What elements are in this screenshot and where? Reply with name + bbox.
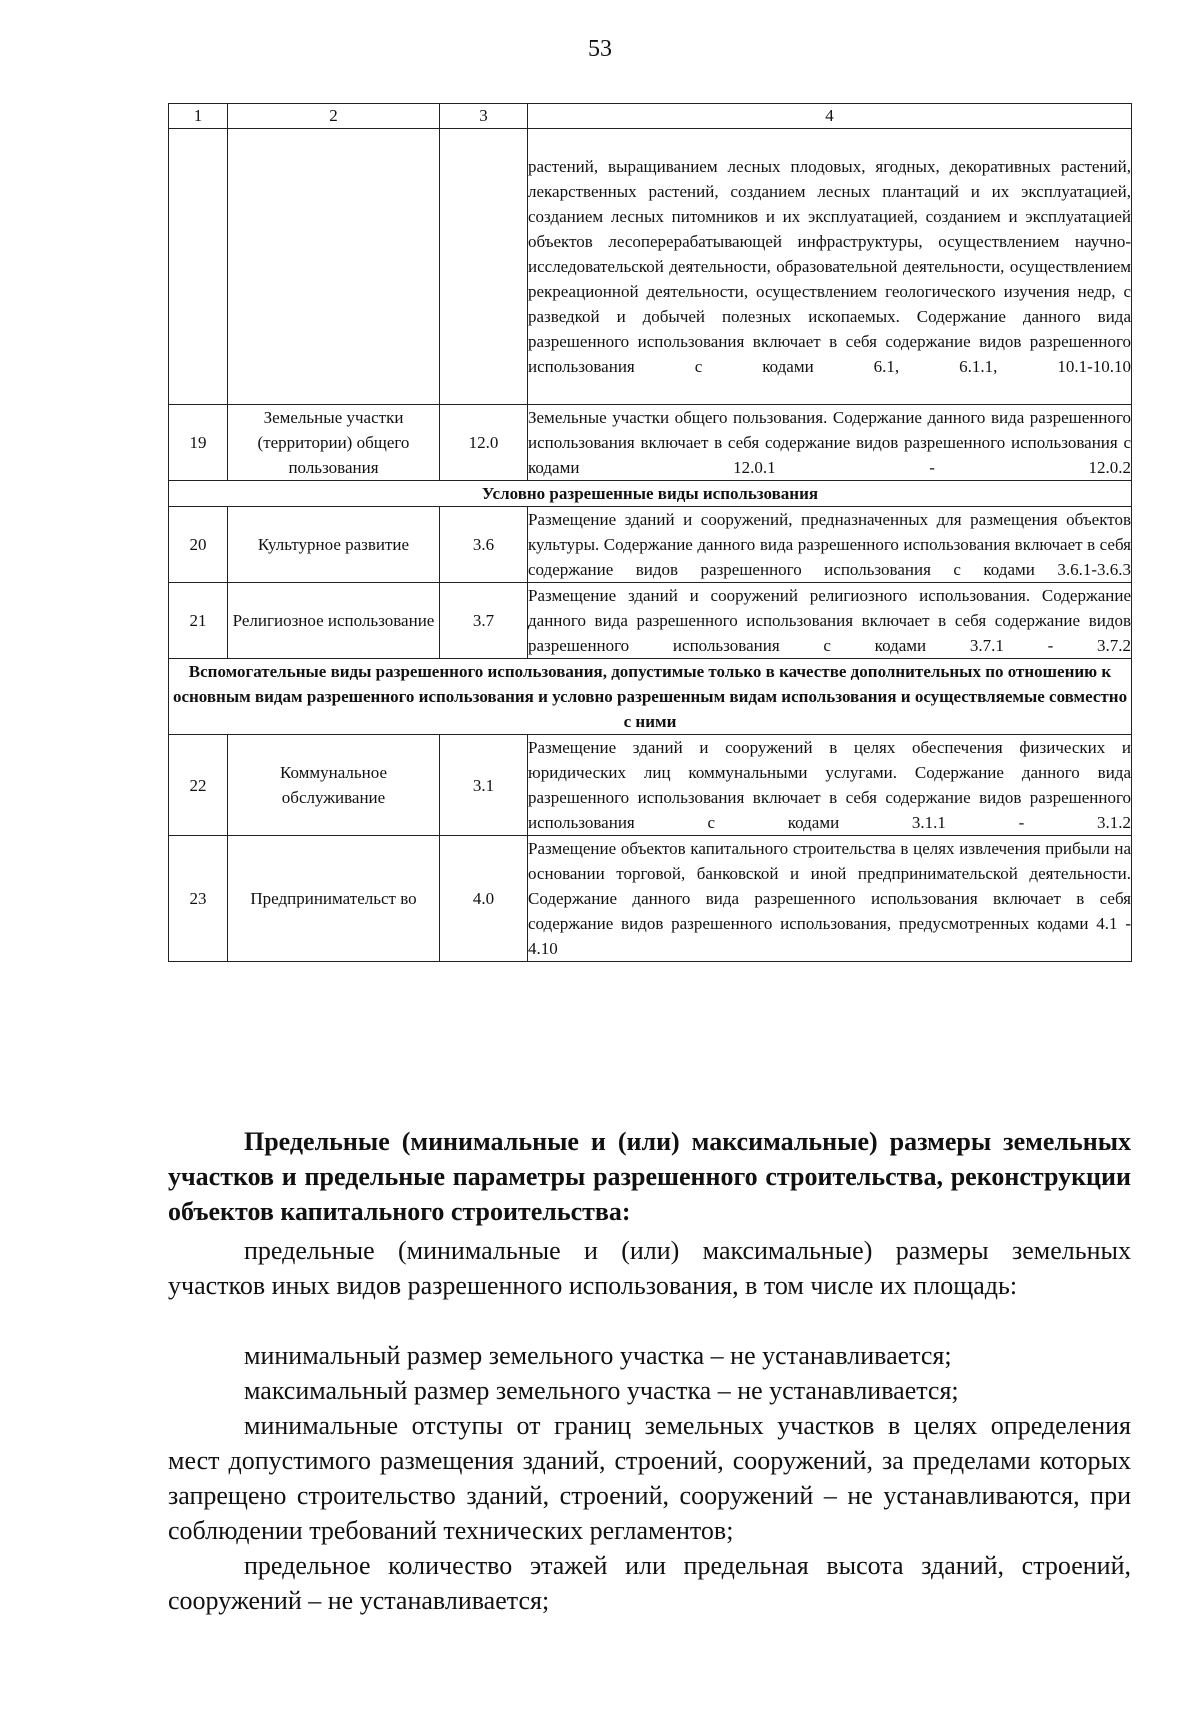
use-type-name: Земельные участки (территории) общего пользования — [228, 405, 440, 481]
use-type-code: 4.0 — [440, 836, 528, 962]
row-number: 19 — [169, 405, 228, 481]
section-header-row — [169, 481, 1132, 507]
paragraph: минимальные отступы от границ земельных участков в целях определения мест допустимого размещения зданий, строений, сооружений, за пределами которых запрещено строительство зданий, строений, сооружений – не устанавливаются, при соблюдении требований технических регламентов; — [168, 1411, 1131, 1545]
page-number: 53 — [588, 36, 612, 62]
table-header-row — [169, 104, 1132, 129]
use-type-name: Религиозное использование — [228, 583, 440, 659]
section-conditional-title: Условно разрешенные виды использования — [169, 481, 1132, 507]
column-header: 3 — [440, 104, 528, 129]
column-header: 4 — [528, 104, 1132, 129]
paragraph: предельное количество этажей или предельная высота зданий, строений, сооружений – не устанавливается; — [168, 1551, 1131, 1615]
use-type-code: 12.0 — [440, 405, 528, 481]
use-type-description: Размещение зданий и сооружений религиозного использования. Содержание данного вида разрешенного использования включает в себя содержание видов разрешенного использования с кодами 3.7.1 - 3.7.2 — [528, 583, 1132, 659]
use-type-name: Коммунальное обслуживание — [228, 735, 440, 836]
use-type-name: Культурное развитие — [228, 507, 440, 583]
use-type-description: Размещение зданий и сооружений в целях обеспечения физических и юридических лиц коммунальными услугами. Содержание данного вида разрешенного использования включает в себя содержание видов разрешенного использования с кодами 3.1.1 - 3.1.2 — [528, 735, 1132, 836]
row-number: 20 — [169, 507, 228, 583]
paragraph: минимальный размер земельного участка – не устанавливается; — [244, 1341, 952, 1370]
table-row — [169, 507, 1132, 583]
use-type-code — [440, 129, 528, 405]
use-type-name — [228, 129, 440, 405]
use-type-description: Размещение объектов капитального строительства в целях извлечения прибыли на основании торговой, банковской и иной предпринимательской деятельности. Содержание данного вида разрешенного использования включает в себя содержание видов разрешенного использования, предусмотренных кодами 4.1 - 4.10 — [528, 836, 1132, 962]
column-header: 1 — [169, 104, 228, 129]
use-type-code: 3.6 — [440, 507, 528, 583]
use-type-description: Размещение зданий и сооружений, предназначенных для размещения объектов культуры. Содержание данного вида разрешенного использования включает в себя содержание видов разрешенного использования с кодами 3.6.1-3.6.3 — [528, 507, 1132, 583]
table-row — [169, 836, 1132, 962]
row-number: 22 — [169, 735, 228, 836]
row-number: 23 — [169, 836, 228, 962]
table-row — [169, 735, 1132, 836]
table-row — [169, 405, 1132, 481]
use-type-code: 3.1 — [440, 735, 528, 836]
section-auxiliary-title: Вспомогательные виды разрешенного использования, допустимые только в качестве дополнительных по отношению к основным видам разрешенного использования и условно разрешенным видам использования и осуществляемые совместно с ними — [169, 659, 1132, 735]
section-heading: Предельные (минимальные и (или) максимальные) размеры земельных участков и предельные параметры разрешенного строительства, реконструкции объектов капитального строительства: — [168, 1127, 1131, 1226]
column-header: 2 — [228, 104, 440, 129]
section-header-row — [169, 659, 1132, 735]
use-type-code: 3.7 — [440, 583, 528, 659]
use-type-description: Земельные участки общего пользования. Содержание данного вида разрешенного использования включает в себя содержание видов разрешенного использования с кодами 12.0.1 - 12.0.2 — [528, 405, 1132, 481]
use-type-description: растений, выращиванием лесных плодовых, ягодных, декоративных растений, лекарственных растений, созданием лесных плантаций и их эксплуатацией, созданием лесных питомников и их эксплуатацией, созданием и эксплуатацией объектов лесоперерабатывающей инфраструктуры, осуществлением научно-исследовательской деятельности, образовательной деятельности, осуществлением рекреационной деятельности, осуществлением геологического изучения недр, с разведкой и добычей полезных ископаемых. Содержание данного вида разрешенного использования включает в себя содержание видов разрешенного использования с кодами 6.1, 6.1.1, 10.1-10.10 — [528, 129, 1132, 405]
paragraph: максимальный размер земельного участка – не устанавливается; — [244, 1376, 959, 1405]
table-row — [169, 129, 1132, 405]
table-row — [169, 583, 1132, 659]
paragraph: предельные (минимальные и (или) максимальные) размеры земельных участков иных видов разрешенного использования, в том числе их площадь: — [168, 1236, 1131, 1300]
land-use-table — [168, 103, 1132, 962]
use-type-name: Предпринимательст во — [228, 836, 440, 962]
row-number: 21 — [169, 583, 228, 659]
row-number — [169, 129, 228, 405]
